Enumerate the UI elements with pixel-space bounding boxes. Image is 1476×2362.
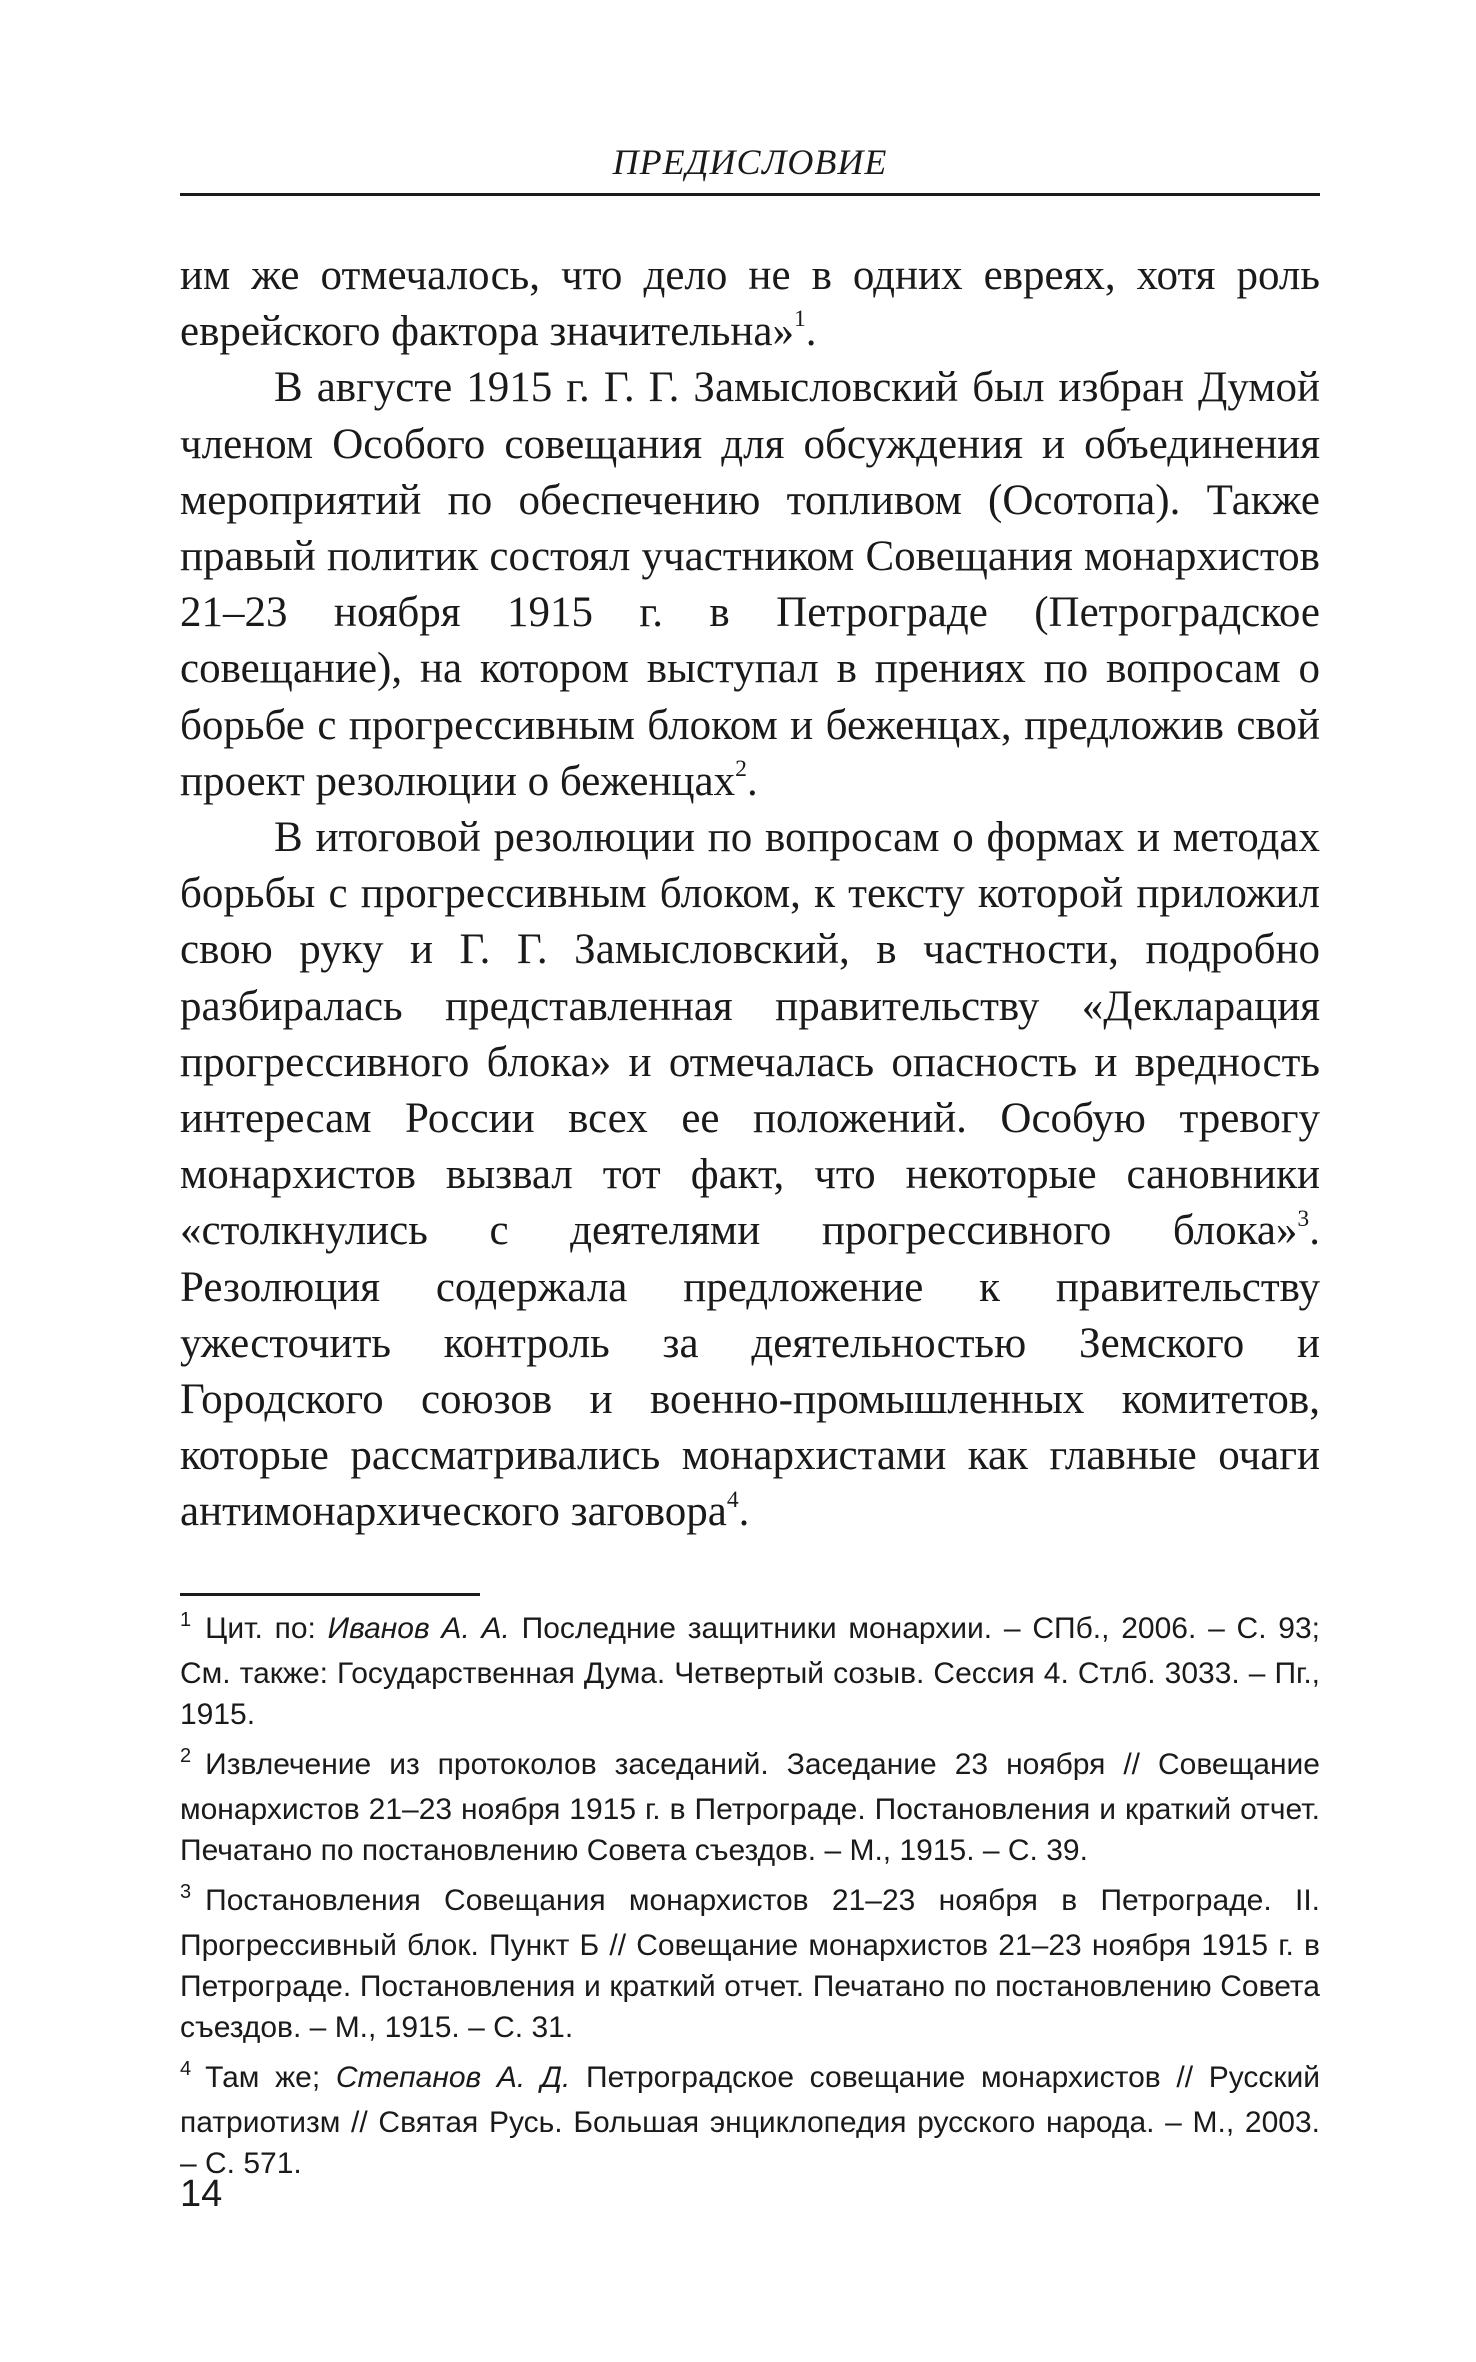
- paragraph-text: им же отмечалось, что дело не в одних евреях, хотя роль еврейского фактора значительна»: [180, 252, 1320, 356]
- footnote-text: Там же;: [205, 2061, 336, 2094]
- footnote-ref-4: 4: [726, 1486, 739, 1513]
- footnote-ref-3: 3: [1297, 1205, 1310, 1232]
- running-head-rule: [180, 193, 1320, 196]
- paragraph-1: [180, 248, 1320, 360]
- footnote-number: 3: [180, 1881, 192, 1903]
- footnote-text: Цит. по:: [205, 1612, 328, 1645]
- paragraph-text-continued: . Резолюция содержала предложение к правительству ужесточить контроль за деятельностью Земского и Городского союзов и военно-промышленных комитетов, которые рассматривались монархистами как главные очаги антимонархического заговора: [180, 1207, 1320, 1536]
- footnote-number: 2: [180, 1745, 192, 1767]
- footnote-ref-1: 1: [793, 306, 806, 333]
- footnote-separator: [180, 1593, 480, 1596]
- paragraph-text: В итоговой резолюции по вопросам о формах и методах борьбы с прогрессивным блоком, к тексту которой приложил свою руку и Г. Г. Замысловский, в частности, подробно разбиралась представленная правительству «Декларация прогрессивного блока» и отмечалась опасность и вредность интересам России всех ее положений. Особую тревогу монархистов вызвал тот факт, что некоторые сановники «столкнулись с деятелями прогрессивного блока»: [180, 814, 1320, 1255]
- paragraph-3: [180, 810, 1320, 1541]
- footnote-text-rest: Последние защитники монархии. – СПб., 2006. – С. 93; См. также: Государственная Дума. Четвертый созыв. Сессия 4. Стлб. 3033. – Пг., 1915.: [180, 1612, 1321, 1731]
- main-text: [180, 248, 1320, 1541]
- paragraph-end: .: [805, 308, 817, 356]
- footnote-number: 1: [180, 1609, 192, 1631]
- footnote-author: Иванов А. А.: [327, 1612, 510, 1645]
- footnote-text: Извлечение из протоколов заседаний. Заседание 23 ноября // Совещание монархистов 21–23 ноября 1915 г. в Петрограде. Постановления и краткий отчет. Печатано по постановлению Совета съездов. – М., 1915. – С. 39.: [180, 1748, 1320, 1867]
- running-head: ПРЕДИСЛОВИЕ: [612, 142, 888, 182]
- footnote-ref-2: 2: [735, 755, 747, 782]
- footnote-1: [180, 1608, 1320, 1735]
- footnote-2: [180, 1744, 1320, 1871]
- footnote-number: 4: [180, 2058, 192, 2080]
- paragraph-text: В августе 1915 г. Г. Г. Замысловский был избран Думой членом Особого совещания для обсуждения и объединения мероприятий по обеспечению топливом (Осотопа). Также правый политик состоял участником Совещания монархистов 21–23 ноября 1915 г. в Петрограде (Петроградское совещание), на котором выступал в прениях по вопросам о борьбе с прогрессивным блоком и беженцах, предложив свой проект резолюции о беженцах: [180, 364, 1320, 805]
- page-number: 14: [180, 2173, 223, 2215]
- paragraph-2: [180, 360, 1320, 810]
- footnote-author: Степанов А. Д.: [335, 2061, 571, 2094]
- footnote-text: Постановления Совещания монархистов 21–23 ноября в Петрограде. II. Прогрессивный блок. Пункт Б // Совещание монархистов 21–23 ноября 1915 г. в Петрограде. Постановления и краткий отчет. Печатано по постановлению Совета съездов. – М., 1915. – С. 31.: [180, 1884, 1320, 2044]
- paragraph-end: .: [746, 757, 758, 805]
- footnote-3: [180, 1880, 1320, 2048]
- footnotes: [180, 1608, 1320, 2193]
- paragraph-end: .: [738, 1488, 750, 1536]
- footnote-text-rest: Петроградское совещание монархистов // Русский патриотизм // Святая Русь. Большая энциклопедия русского народа. – М., 2003. – С. 571.: [180, 2061, 1321, 2180]
- footnote-4: [180, 2057, 1320, 2184]
